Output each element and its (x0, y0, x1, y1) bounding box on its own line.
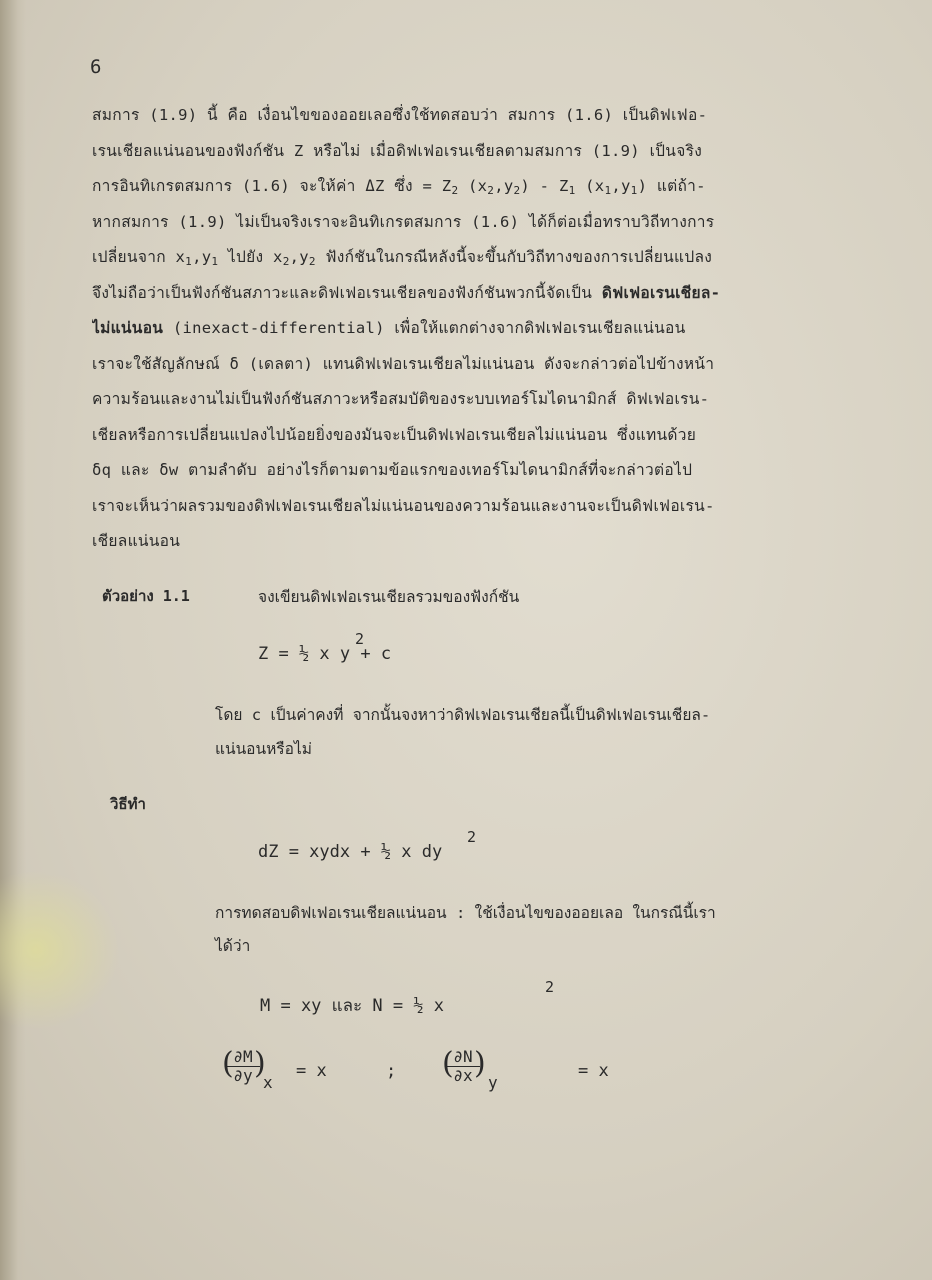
text-run: การอินทิเกรตสมการ (1.6) จะให้ค่า ΔZ ซึ่ง = Z (92, 177, 452, 195)
text-run: ฟังก์ชันในกรณีหลังนี้จะขึ้นกับวิถีทางของการเปลี่ยนแปลง (315, 248, 713, 266)
partial-result: = x (578, 1061, 609, 1081)
paper-stain (0, 870, 120, 1030)
text-run: ,y (192, 248, 212, 266)
paragraph-line (92, 240, 874, 276)
text-run: (inexact-differential) เพื่อให้แตกต่างจากดิฟเฟอเรนเชียลแน่นอน (163, 319, 686, 337)
page-binding-shadow (0, 0, 26, 1280)
paragraph-line (92, 311, 874, 347)
example-statement: จงเขียนดิฟเฟอเรนเชียลรวมของฟังก์ชัน (258, 588, 520, 606)
text-run: ) - Z (520, 177, 569, 195)
body-paragraph (92, 98, 874, 560)
subscript: 2 (487, 184, 495, 197)
subscript: 2 (451, 184, 459, 197)
fraction-denominator: ∂y (233, 1066, 253, 1085)
separator: ; (386, 1061, 397, 1081)
subscript: 1 (211, 255, 219, 268)
fraction-numerator: ∂N (446, 1048, 480, 1067)
paragraph-line (92, 276, 874, 312)
subscript: 2 (282, 255, 290, 268)
subscript: 1 (568, 184, 576, 197)
paragraph-line (92, 169, 874, 205)
subscript: 2 (308, 255, 316, 268)
held-constant-subscript: y (488, 1073, 498, 1092)
subscript: 1 (604, 184, 612, 197)
superscript: 2 (355, 630, 365, 648)
text-run: ) แต่ถ้า- (637, 177, 706, 195)
left-paren: ( (222, 1046, 234, 1081)
paragraph-line: เชียลหรือการเปลี่ยนแปลงไปน้อยยิ่งของมันจะเป็นดิฟเฟอเรนเชียลไม่แน่นอน ซึ่งแทนด้วย (92, 425, 697, 444)
superscript: 2 (467, 828, 477, 846)
subscript: 2 (513, 184, 521, 197)
superscript: 2 (545, 978, 555, 996)
bold-term: ดิฟเฟอเรนเชียล- (601, 283, 721, 302)
fraction-denominator: ∂x (453, 1066, 473, 1085)
paragraph-line: เราจะใช้สัญลักษณ์ δ (เดลตา) แทนดิฟเฟอเรนเชียลไม่แน่นอน ดังจะกล่าวต่อไปข้างหน้า (92, 354, 715, 373)
left-paren: ( (442, 1046, 454, 1081)
paragraph-line: เชียลแน่นอน (92, 532, 181, 550)
text-run: (x (458, 177, 488, 195)
text-run: เปลี่ยนจาก x (92, 248, 186, 266)
right-paren: ) (474, 1046, 486, 1081)
text-run: จึงไม่ถือว่าเป็นฟังก์ชันสภาวะและดิฟเฟอเรนเชียลของฟังก์ชันพวกนี้จัดเป็น (92, 283, 602, 302)
partial-result: = x (296, 1061, 327, 1081)
page-number: 6 (90, 56, 102, 78)
held-constant-subscript: x (263, 1073, 273, 1092)
text-run: ,y (494, 177, 514, 195)
fraction-numerator: ∂M (226, 1048, 260, 1067)
paragraph-line: สมการ (1.9) นี้ คือ เงื่อนไขของออยเลอซึ่งใช้ทดสอบว่า สมการ (1.6) เป็นดิฟเฟอ- (92, 106, 708, 124)
paragraph-line: ความร้อนและงานไม่เป็นฟังก์ชันสภาวะหรือสมบัติของระบบเทอร์โมไดนามิกส์ ดิฟเฟอเรน- (92, 390, 710, 408)
text-run: ,y (289, 248, 309, 266)
example-equation: Z = ½ x y + c (258, 644, 392, 664)
paragraph-line: หากสมการ (1.9) ไม่เป็นจริงเราจะอินทิเกรตสมการ (1.6) ได้ก็ต่อเมื่อทราบวิถีทางการ (92, 212, 715, 231)
right-paren: ) (254, 1046, 266, 1081)
total-differential-equation: dZ = xydx + ½ x dy (258, 842, 443, 862)
text-run: (x (575, 177, 605, 195)
paragraph-line: δq และ δw ตามลำดับ อย่างไรก็ตามตามข้อแรกของเทอร์โมไดนามิกส์ที่จะกล่าวต่อไป (92, 461, 693, 479)
subscript: 1 (630, 184, 638, 197)
paragraph-line: เรนเชียลแน่นอนของฟังก์ชัน Z หรือไม่ เมื่อดิฟเฟอเรนเชียลตามสมการ (1.9) เป็นจริง (92, 141, 703, 160)
m-n-definitions: M = xy และ N = ½ x (260, 996, 445, 1016)
test-text: ได้ว่า (215, 937, 251, 955)
text-run: ไปยัง x (218, 248, 283, 266)
example-note: แน่นอนหรือไม่ (215, 740, 312, 758)
paragraph-line: เราจะเห็นว่าผลรวมของดิฟเฟอเรนเชียลไม่แน่นอนของความร้อนและงานจะเป็นดิฟเฟอเรน- (92, 496, 715, 515)
subscript: 1 (185, 255, 193, 268)
solution-label: วิธีทำ (110, 795, 146, 813)
bold-term: ไม่แน่นอน (92, 319, 164, 337)
example-label: ตัวอย่าง 1.1 (102, 587, 190, 605)
text-run: ,y (611, 177, 631, 195)
example-note: โดย c เป็นค่าคงที่ จากนั้นจงหาว่าดิฟเฟอเรนเชียลนี้เป็นดิฟเฟอเรนเชียล- (215, 706, 711, 724)
test-text: การทดสอบดิฟเฟอเรนเชียลแน่นอน : ใช้เงื่อนไขของออยเลอ ในกรณีนี้เรา (215, 904, 716, 922)
